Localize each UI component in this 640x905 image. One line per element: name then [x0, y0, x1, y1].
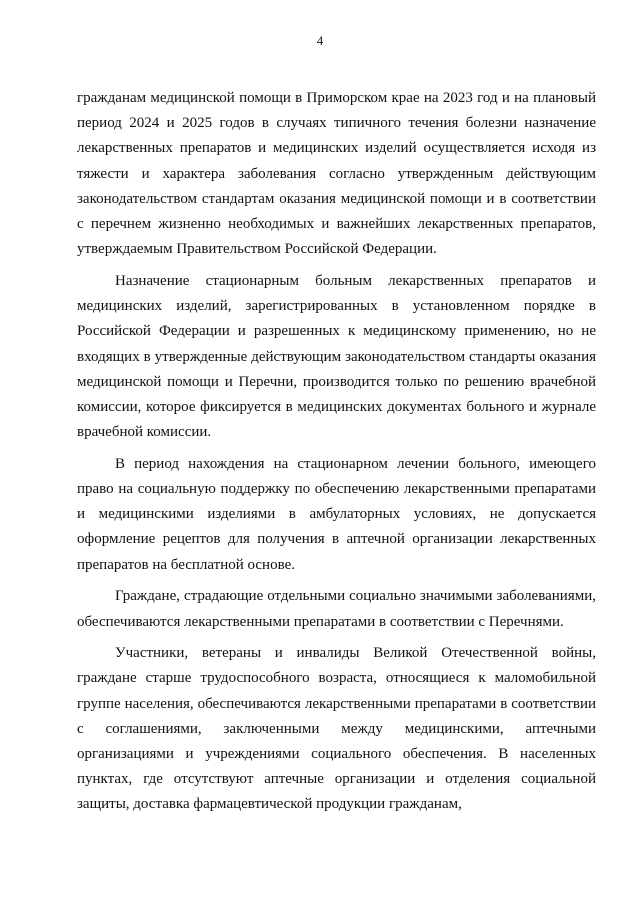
page-number: 4 — [316, 33, 324, 48]
paragraph-continuation: гражданам медицинской помощи в Приморском крае на 2023 год и на плановый период 2024 и 2025 годов в случаях типичного течения болезни назначение лекарственных препаратов и медицинских изделий осуществляется исходя из тяжести и характера заболевания согласно утвержденным действующим законодательством стандартам оказания медицинской помощи и в соответствии с перечнем жизненно необходимых и важнейших лекарственных препаратов, утверждаемым Правительством Российской Федерации. — [77, 90, 596, 258]
paragraph-socially-significant-diseases: Граждане, страдающие отдельными социально значимыми заболеваниями, обеспечиваются лекарственными препаратами в соответствии с Перечнями. — [77, 588, 596, 630]
paragraph-hospital-prescription: Назначение стационарным больным лекарственных препаратов и медицинских изделий, зарегистрированных в установленном порядке в Российской Федерации и разрешенных к медицинскому применению, но не входящих в утвержденные действующим законодательством стандарты оказания медицинской помощи и Перечни, производится только по решению врачебной комиссии, которое фиксируется в медицинских документах больного и журнале врачебной комиссии. — [77, 272, 596, 441]
document-body — [77, 86, 596, 824]
paragraph-veterans-provision: Участники, ветераны и инвалиды Великой Отечественной войны, граждане старше трудоспособного возраста, относящиеся к маломобильной группе населения, обеспечиваются лекарственными препаратами в соответствии с соглашениями, заключенными между медицинскими, аптечными организациями и учреждениями социального обеспечения. В населенных пунктах, где отсутствуют аптечные организации и отделения социальной защиты, доставка фармацевтической продукции гражданам, — [77, 645, 596, 813]
paragraph-inpatient-recipes: В период нахождения на стационарном лечении больного, имеющего право на социальную поддержку по обеспечению лекарственными препаратами и медицинскими изделиями в амбулаторных условиях, не допускается оформление рецептов для получения в аптечной организации лекарственных препаратов на бесплатной основе. — [77, 455, 596, 573]
